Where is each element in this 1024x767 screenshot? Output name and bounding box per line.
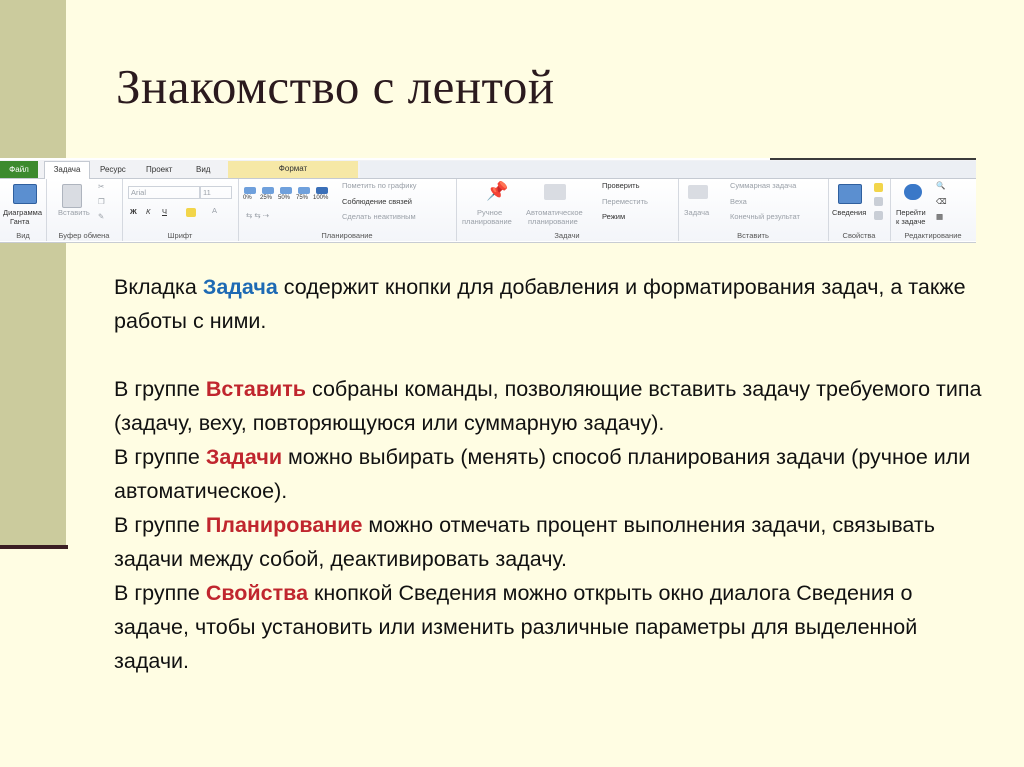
- tab-resource[interactable]: Ресурс: [100, 165, 126, 174]
- manual-schedule-label[interactable]: Ручное: [477, 208, 503, 217]
- percent-0-icon[interactable]: [244, 187, 256, 194]
- gantt-button-label-2[interactable]: Ганта: [10, 217, 30, 226]
- font-name-input[interactable]: Arial: [128, 186, 200, 199]
- gantt-button-label[interactable]: Диаграмма: [3, 208, 43, 217]
- move-button[interactable]: Переместить: [602, 197, 648, 206]
- group-view: [0, 179, 47, 241]
- task-info-button[interactable]: Сведения: [832, 208, 867, 217]
- group-editing: [890, 179, 976, 241]
- format-painter-icon[interactable]: ✎: [98, 212, 105, 221]
- manual-schedule-icon: 📌: [486, 181, 509, 201]
- copy-icon[interactable]: ❐: [98, 197, 105, 206]
- bold-button[interactable]: Ж: [130, 207, 137, 216]
- task-info-icon: [838, 184, 862, 204]
- cut-icon[interactable]: ✂: [98, 182, 105, 191]
- group-insert: [678, 179, 829, 241]
- manual-schedule-label-2[interactable]: планирование: [462, 217, 512, 226]
- text: собраны команды, позволяющие вставить задачу требуемого типа (задачу, веху, повторяющуюся или суммарную задачу).: [114, 377, 982, 435]
- paste-icon: [62, 184, 82, 208]
- deliverable-button[interactable]: Конечный результат: [730, 212, 800, 221]
- percent-0-label: 0%: [243, 195, 252, 201]
- percent-75-icon[interactable]: [298, 187, 310, 194]
- notes-icon[interactable]: [874, 183, 883, 192]
- auto-schedule-icon: [544, 184, 566, 200]
- text: В группе: [114, 513, 206, 537]
- paragraph-tasks-group: [114, 440, 984, 508]
- highlight-task: Задача: [202, 275, 278, 299]
- group-label-tasks: Задачи: [554, 231, 580, 240]
- underline-button[interactable]: Ч: [162, 207, 167, 216]
- clear-icon[interactable]: ⌫: [936, 197, 947, 206]
- group-properties: [828, 179, 891, 241]
- group-label-editing: Редактирование: [904, 231, 962, 240]
- group-label-insert: Вставить: [737, 231, 769, 240]
- highlight-icon[interactable]: [186, 208, 196, 217]
- ribbon-tabs: [0, 160, 976, 179]
- highlight-properties: Свойства: [205, 581, 309, 605]
- percent-50-icon[interactable]: [280, 187, 292, 194]
- group-label-view: Вид: [16, 231, 30, 240]
- group-label-schedule: Планирование: [321, 231, 373, 240]
- group-label-font: Шрифт: [167, 231, 193, 240]
- summary-task-button[interactable]: Суммарная задача: [730, 181, 797, 190]
- percent-100-label: 100%: [313, 195, 329, 201]
- auto-schedule-label-2[interactable]: планирование: [528, 217, 578, 226]
- gantt-chart-icon: [13, 184, 37, 204]
- tabs-filler: [360, 161, 976, 178]
- percent-75-label: 75%: [296, 195, 309, 201]
- tab-project[interactable]: Проект: [146, 165, 173, 174]
- slide-body: [114, 270, 984, 678]
- mode-button[interactable]: Режим: [602, 212, 626, 221]
- group-clipboard: [46, 179, 123, 241]
- tab-format[interactable]: Формат: [228, 161, 358, 178]
- side-bar-decoration: [0, 0, 66, 545]
- tab-view[interactable]: Вид: [196, 165, 211, 174]
- respect-links-button[interactable]: Соблюдение связей: [342, 197, 412, 206]
- link-icons[interactable]: ⇆ ⇆ ⇢: [246, 211, 270, 220]
- paragraph-properties-group: [114, 576, 984, 678]
- paragraph-task-tab: [114, 270, 984, 338]
- text: В группе: [114, 581, 206, 605]
- find-icon[interactable]: 🔍: [936, 181, 946, 190]
- text: можно отмечать процент выполнения задачи, связывать задачи между собой, деактивировать задачу.: [114, 513, 935, 571]
- group-schedule: [238, 179, 457, 241]
- paragraph-insert-group: [114, 372, 984, 440]
- font-size-input[interactable]: 11: [200, 186, 232, 199]
- highlight-tasks: Задачи: [205, 445, 283, 469]
- insert-task-icon: [688, 185, 708, 199]
- inactivate-button[interactable]: Сделать неактивным: [342, 212, 416, 221]
- mark-on-track-button[interactable]: Пометить по графику: [342, 181, 417, 190]
- text: содержит кнопки для добавления и форматирования задач, а также работы с ними.: [114, 275, 966, 333]
- highlight-schedule: Планирование: [205, 513, 363, 537]
- text: В группе: [114, 445, 206, 469]
- inspect-button[interactable]: Проверить: [602, 181, 640, 190]
- goto-task-icon: [904, 184, 922, 200]
- milestone-button[interactable]: Веха: [730, 197, 747, 206]
- paste-button-label[interactable]: Вставить: [58, 208, 90, 217]
- highlight-insert: Вставить: [205, 377, 306, 401]
- paragraph-schedule-group: [114, 508, 984, 576]
- insert-task-label[interactable]: Задача: [684, 208, 710, 217]
- group-tasks: [456, 179, 679, 241]
- group-font: [122, 179, 239, 241]
- text: Вкладка: [114, 275, 203, 299]
- add-to-timeline-icon[interactable]: [874, 211, 883, 220]
- ribbon-groups: [0, 179, 976, 241]
- tab-file[interactable]: Файл: [0, 161, 38, 178]
- group-label-properties: Свойства: [842, 231, 876, 240]
- group-label-clipboard: Буфер обмена: [58, 231, 110, 240]
- tab-task[interactable]: Задача: [44, 161, 90, 180]
- percent-50-label: 50%: [278, 195, 291, 201]
- slide-title: Знакомство с лентой: [116, 59, 555, 114]
- goto-task-label-2[interactable]: к задаче: [896, 217, 926, 226]
- side-bar-underline: [0, 545, 68, 549]
- italic-button[interactable]: К: [146, 207, 151, 216]
- percent-25-label: 25%: [260, 195, 273, 201]
- details-icon[interactable]: [874, 197, 883, 206]
- auto-schedule-label[interactable]: Автоматическое: [526, 208, 583, 217]
- spacer: [114, 338, 984, 372]
- percent-100-icon[interactable]: [316, 187, 328, 194]
- text: можно выбирать (менять) способ планирования задачи (ручное или автоматическое).: [114, 445, 971, 503]
- fill-icon[interactable]: ▦: [936, 212, 944, 221]
- percent-25-icon[interactable]: [262, 187, 274, 194]
- text: кнопкой Сведения можно открыть окно диалога Сведения о задаче, чтобы установить или изменить различные параметры для выделенной задачи.: [114, 581, 918, 673]
- text: В группе: [114, 377, 206, 401]
- font-color-icon[interactable]: A: [212, 206, 218, 215]
- goto-task-label[interactable]: Перейти: [896, 208, 926, 217]
